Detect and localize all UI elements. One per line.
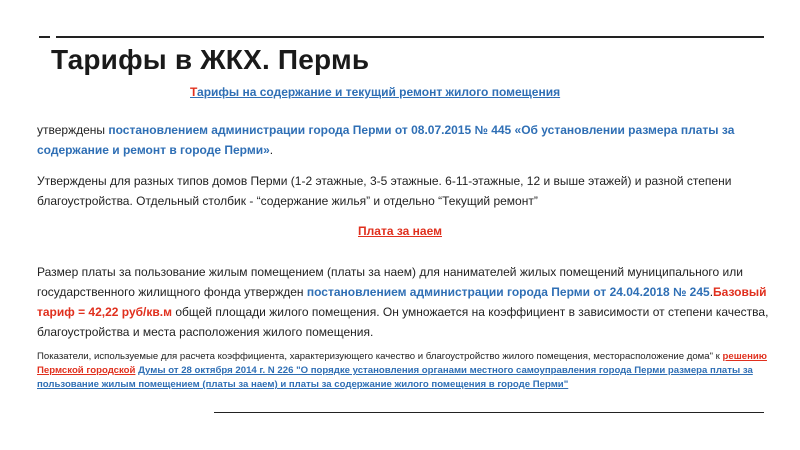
- resolution-445-link[interactable]: постановлением администрации города Перми от 08.07.2015 № 445 «Об установлении размера платы за содержание и ремонт в городе Перми»: [37, 123, 735, 157]
- p3-text: Размер платы за пользование жилым помещением (платы за наем) для нанимателей жилых помещений муниципального или государственного жилищного фонда утвержден: [37, 265, 743, 299]
- p1-text: утверждены: [37, 123, 109, 137]
- p3-rest: общей площади жилого помещения. Он умножается на коэффициент в зависимости от степени качества, благоустройства и места расположения жилого помещения.: [37, 305, 769, 339]
- p1-end: .: [269, 143, 274, 157]
- paragraph-house-types: Утверждены для разных типов домов Перми (1-2 этажные, 3-5 этажные. 6-11-этажные, 12 и выше этажей) и разной степени благоустройства. Отдельный столбик - “содержание жилья” и отдельно “Текущий ремонт”: [37, 174, 732, 208]
- base-tariff: Базовый тариф = 42,22 руб/кв.м: [37, 285, 767, 319]
- top-rule: [56, 36, 764, 38]
- subtitle-link[interactable]: [190, 85, 560, 99]
- subtitle-first-letter: Т: [190, 85, 198, 99]
- section-heading-link[interactable]: Плата за наем: [358, 224, 442, 238]
- section-heading-rent: [0, 224, 800, 238]
- paragraph-indicators: [37, 350, 772, 392]
- subtitle-rest: арифы на содержание и текущий ремонт жилого помещения: [197, 85, 561, 99]
- duma-decision-link-1[interactable]: решению Пермской городской: [37, 351, 767, 376]
- paragraph-approval: [37, 120, 772, 160]
- paragraph-rent: [37, 262, 772, 342]
- bottom-rule: [214, 412, 764, 413]
- top-dash-decoration: [39, 36, 50, 38]
- p4-text: Показатели, используемые для расчета коэффициента, характеризующего качество и благоустройство жилого помещения, месторасположение дома" к: [37, 351, 723, 362]
- resolution-245-link[interactable]: постановлением администрации города Перми от 24.04.2018 № 245: [306, 285, 710, 299]
- duma-decision-link-2[interactable]: Думы от 28 октября 2014 г. N 226 "О порядке установления органами местного самоуправления города Перми размера платы за пользование жилым помещением (платы за наем) и платы за содержание жилого помещения в городе Перми": [37, 365, 753, 390]
- slide-title: Тарифы в ЖКХ. Пермь: [51, 44, 370, 75]
- p3-dot: .: [709, 285, 714, 299]
